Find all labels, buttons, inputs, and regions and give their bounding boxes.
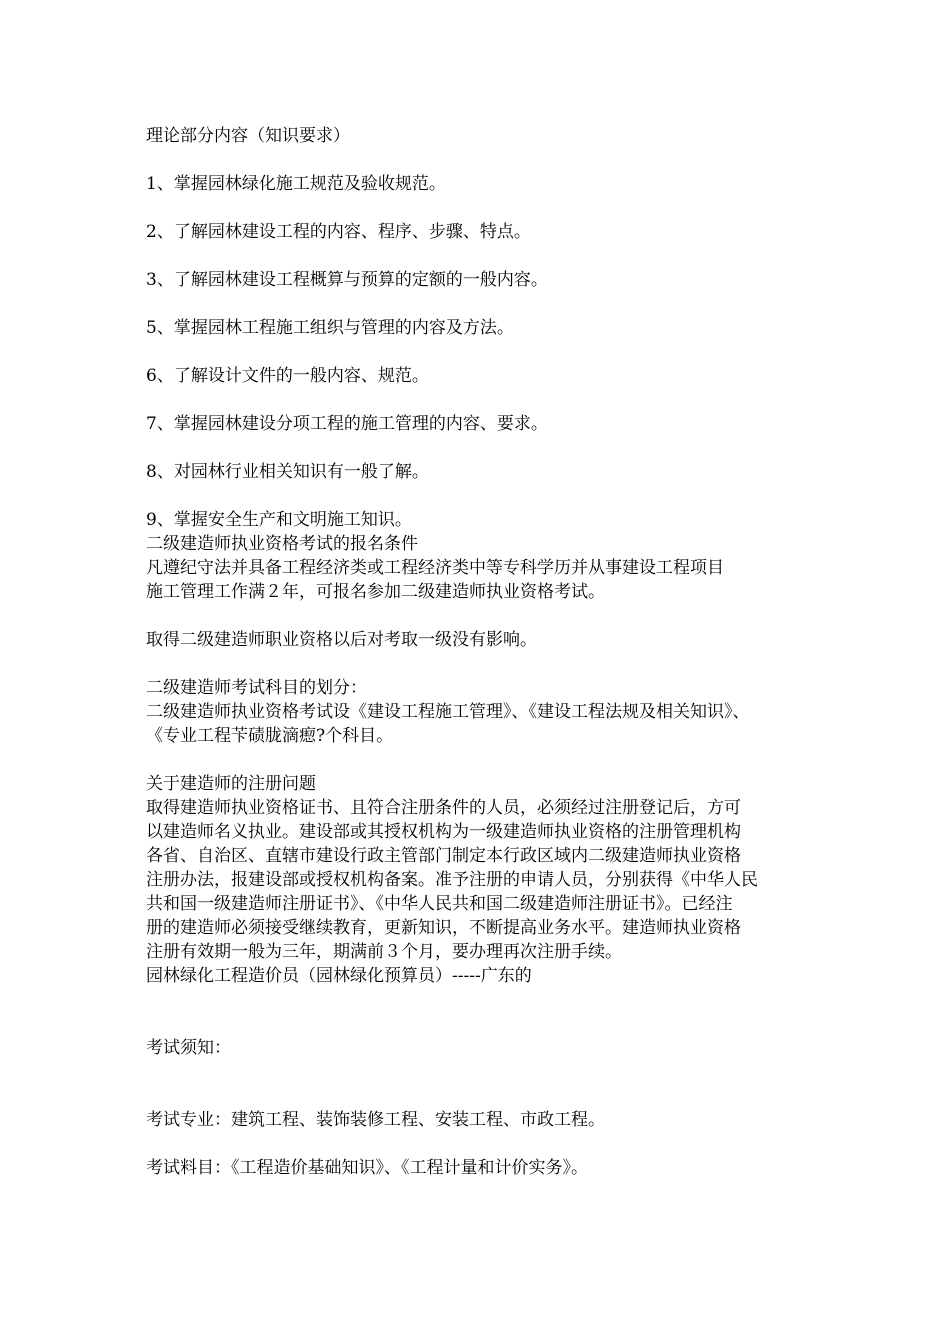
paragraph-line: 凡遵纪守法并具备工程经济类或工程经济类中等专科学历并从事建设工程项目 <box>146 558 724 578</box>
register-title: 关于建造师的注册问题 <box>146 774 316 794</box>
requirement-item: 2、了解园林建设工程的内容、程序、步骤、特点。 <box>146 222 531 242</box>
paragraph-line: 取得建造师执业资格证书、且符合注册条件的人员，必须经过注册登记后，方可 <box>146 798 741 818</box>
requirement-item: 3、了解园林建设工程概算与预算的定额的一般内容。 <box>146 270 548 290</box>
paragraph-line: 注册办法，报建设部或授权机构备案。准予注册的申请人员，分别获得《中华人民 <box>146 870 758 890</box>
exam-specialty: 考试专业：建筑工程、装饰装修工程、安装工程、市政工程。 <box>146 1110 605 1130</box>
paragraph-line: 注册有效期一般为三年，期满前３个月，要办理再次注册手续。 <box>146 942 622 962</box>
exam-subjects: 考试料目：《工程造价基础知识》、《工程计量和计价实务》。 <box>146 1158 588 1178</box>
requirement-item: 1、掌握园林绿化施工规范及验收规范。 <box>146 174 446 194</box>
subjects-title: 二级建造师考试科目的划分： <box>146 678 367 698</box>
requirement-item: 8、对园林行业相关知识有一般了解。 <box>146 462 429 482</box>
registration-title: 二级建造师执业资格考试的报名条件 <box>146 534 418 554</box>
section-heading: 理论部分内容（知识要求） <box>146 126 350 146</box>
paragraph-line: 以建造师名义执业。建设部或其授权机构为一级建造师执业资格的注册管理机构 <box>146 822 741 842</box>
requirement-item: 6、了解设计文件的一般内容、规范。 <box>146 366 429 386</box>
no-effect-note: 取得二级建造师职业资格以后对考取一级没有影响。 <box>146 630 537 650</box>
cost-engineer-title: 园林绿化工程造价员（园林绿化预算员）-----广东的 <box>146 966 532 986</box>
paragraph-line: 二级建造师执业资格考试设《建设工程施工管理》、《建设工程法规及相关知识》、 <box>146 702 750 722</box>
paragraph-line: 各省、自治区、直辖市建设行政主管部门制定本行政区域内二级建造师执业资格 <box>146 846 741 866</box>
requirement-item: 9、掌握安全生产和文明施工知识。 <box>146 510 412 530</box>
requirement-item: 5、掌握园林工程施工组织与管理的内容及方法。 <box>146 318 514 338</box>
paragraph-line: 《专业工程苄碛胧滴瘛?个科目。 <box>146 726 394 746</box>
paragraph-line: 共和国一级建造师注册证书》、《中华人民共和国二级建造师注册证书》。已经注 <box>146 894 733 914</box>
paragraph-line: 施工管理工作满２年，可报名参加二级建造师执业资格考试。 <box>146 582 605 602</box>
exam-notice-heading: 考试须知： <box>146 1038 231 1058</box>
requirement-item: 7、掌握园林建设分项工程的施工管理的内容、要求。 <box>146 414 548 434</box>
paragraph-line: 册的建造师必须接受继续教育，更新知识，不断提高业务水平。建造师执业资格 <box>146 918 741 938</box>
